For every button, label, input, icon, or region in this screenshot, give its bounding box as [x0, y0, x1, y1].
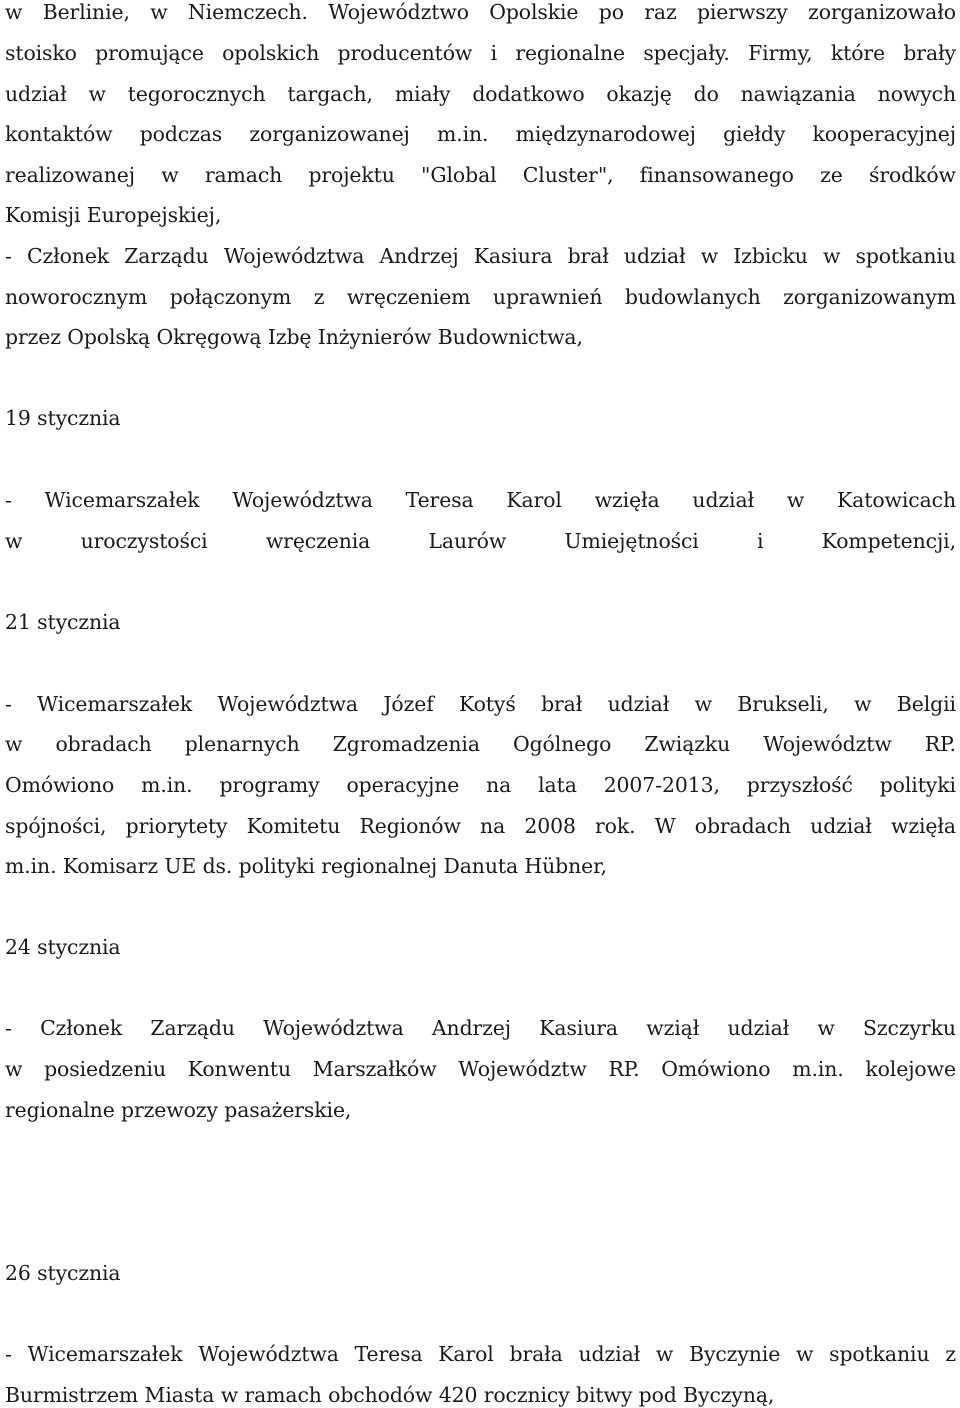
word: Niemczech. [187, 0, 308, 24]
word: RP. [924, 732, 956, 756]
word: realizowanej [5, 163, 135, 187]
word: RP. [608, 1057, 640, 1081]
word: wzięła [891, 814, 956, 838]
word: Województwa [232, 488, 373, 512]
text-line [5, 122, 956, 146]
text-line [5, 41, 956, 65]
word: w [88, 82, 106, 106]
word: w [795, 1342, 814, 1366]
text-line [5, 732, 956, 756]
word: Członek [26, 244, 110, 268]
word: Województwa [263, 1016, 404, 1040]
word: Andrzej [379, 244, 459, 268]
word: Kasiura [473, 244, 553, 268]
word: Województw [458, 1057, 587, 1081]
word: wziął [646, 1016, 700, 1040]
word: pierwszy [696, 0, 788, 24]
word: Belgii [896, 692, 956, 716]
text-line [5, 285, 956, 309]
word: posiedzeniu [44, 1057, 167, 1081]
word: dodatkowo [472, 82, 585, 106]
word: Ogólnego [512, 732, 612, 756]
word: okazję [606, 82, 672, 106]
word: Członek [40, 1016, 123, 1040]
word: W [654, 814, 676, 838]
word: zorganizowanej [249, 122, 410, 146]
word: Wicemarszałek [44, 488, 200, 512]
word: Regionów [359, 814, 461, 838]
word: - [5, 244, 12, 268]
word: udział [623, 244, 686, 268]
word: priorytety [125, 814, 228, 838]
text-line: Burmistrzem Miasta w ramach obchodów 420 rocznicy bitwy pod Byczyną, [5, 1383, 775, 1407]
word: brał [541, 692, 583, 716]
word: Teresa [354, 1342, 423, 1366]
word: udział [5, 82, 67, 106]
word: Wicemarszałek [27, 1342, 183, 1366]
text-line [5, 529, 956, 553]
word: operacyjne [346, 773, 460, 797]
text-line: przez Opolską Okręgową Izbę Inżynierów Budownictwa, [5, 325, 583, 349]
word: Wicemarszałek [37, 692, 193, 716]
word: wzięła [594, 488, 660, 512]
word: udział [727, 1016, 790, 1040]
text-line: 21 stycznia [5, 610, 121, 634]
word: z [945, 1342, 956, 1366]
word: Omówiono [5, 773, 115, 797]
word: Firmy, [748, 41, 813, 65]
word: brały [903, 41, 956, 65]
text-line: m.in. Komisarz UE ds. polityki regionalnej Danuta Hübner, [5, 854, 607, 878]
word: promujące [95, 41, 204, 65]
word: stoisko [5, 41, 77, 65]
word: Województwa [198, 1342, 339, 1366]
word: przyszłość [746, 773, 853, 797]
word: Katowicach [837, 488, 956, 512]
text-line [5, 692, 956, 716]
word: giełdy [723, 122, 786, 146]
word: - [5, 1016, 12, 1040]
word: rok. [595, 814, 636, 838]
word: Marszałków [312, 1057, 437, 1081]
word: spotkaniu [829, 1342, 930, 1366]
word: budowlanych [624, 285, 761, 309]
word: kontaktów [5, 122, 113, 146]
word: plenarnych [184, 732, 300, 756]
word: Andrzej [431, 1016, 511, 1040]
word: do [693, 82, 719, 106]
word: w [5, 0, 23, 24]
text-line [5, 82, 956, 106]
word: kooperacyjnej [812, 122, 956, 146]
word: Zarządu [150, 1016, 235, 1040]
word: w [854, 692, 872, 716]
word: Kotyś [459, 692, 516, 716]
word: Komitetu [246, 814, 341, 838]
word: m.in. [141, 773, 193, 797]
word: które [830, 41, 886, 65]
word: tegorocznych [127, 82, 266, 106]
text-line [5, 1057, 956, 1081]
word: uprawnień [492, 285, 603, 309]
word: "Global [421, 163, 497, 187]
text-line [5, 488, 956, 512]
word: w [5, 1057, 23, 1081]
word: w [700, 244, 719, 268]
word: Izbicku [733, 244, 808, 268]
word: w [5, 732, 23, 756]
word: targach, [287, 82, 373, 106]
word: udział [810, 814, 872, 838]
word: w [5, 529, 23, 553]
word: Karol [506, 488, 562, 512]
word: udział [578, 1342, 641, 1366]
text-line [5, 773, 956, 797]
word: podczas [139, 122, 223, 146]
word: zorganizowało [808, 0, 956, 24]
word: i [756, 529, 764, 553]
word: opolskich [222, 41, 320, 65]
word: i [490, 41, 497, 65]
text-line: Komisji Europejskiej, [5, 203, 222, 227]
word: brała [509, 1342, 563, 1366]
word: nawiązania [740, 82, 856, 106]
word: w [817, 1016, 835, 1040]
word: po [598, 0, 624, 24]
word: Związku [644, 732, 731, 756]
word: Józef [383, 692, 434, 716]
text-line: 24 stycznia [5, 935, 121, 959]
word: producentów [337, 41, 473, 65]
word: w [161, 163, 179, 187]
word: polityki [879, 773, 956, 797]
word: Województw [763, 732, 892, 756]
word: Karol [438, 1342, 494, 1366]
word: specjały. [643, 41, 730, 65]
word: Byczynie [689, 1342, 781, 1366]
word: nowych [877, 82, 956, 106]
word: w [786, 488, 805, 512]
word: 2007-2013, [603, 773, 720, 797]
word: Województwa [217, 692, 358, 716]
word: kolejowe [865, 1057, 956, 1081]
word: ramach [204, 163, 283, 187]
word: udział [692, 488, 755, 512]
word: obradach [694, 814, 791, 838]
word: ze [820, 163, 843, 187]
word: obradach [55, 732, 152, 756]
text-line [5, 1016, 956, 1040]
word: Kompetencji, [821, 529, 956, 553]
word: spójności, [5, 814, 107, 838]
text-line: 19 stycznia [5, 406, 121, 430]
word: Opolskie [489, 0, 579, 24]
word: Województwo [328, 0, 469, 24]
word: Umiejętności [564, 529, 699, 553]
word: Konwentu [187, 1057, 292, 1081]
word: z [313, 285, 325, 309]
word: Cluster", [522, 163, 614, 187]
word: Zgromadzenia [332, 732, 480, 756]
word: programy [219, 773, 320, 797]
word: Województwa [223, 244, 365, 268]
word: środków [868, 163, 956, 187]
word: spotkaniu [855, 244, 956, 268]
word: projektu [308, 163, 395, 187]
word: Omówiono [661, 1057, 771, 1081]
word: w [822, 244, 841, 268]
word: lata [538, 773, 577, 797]
text-line [5, 1342, 956, 1366]
word: - [5, 488, 12, 512]
word: wręczenia [265, 529, 371, 553]
text-line [5, 163, 956, 187]
word: na [486, 773, 512, 797]
word: regionalne [515, 41, 625, 65]
text-line [5, 814, 956, 838]
word: udział [607, 692, 670, 716]
word: połączonym [169, 285, 292, 309]
text-line: regionalne przewozy pasażerskie, [5, 1098, 352, 1122]
word: uroczystości [80, 529, 208, 553]
word: - [5, 692, 12, 716]
word: Szczyrku [863, 1016, 956, 1040]
word: w [655, 1342, 674, 1366]
word: m.in. [792, 1057, 844, 1081]
word: w [150, 0, 168, 24]
word: na [480, 814, 506, 838]
word: Teresa [405, 488, 474, 512]
text-line: 26 stycznia [5, 1261, 121, 1285]
word: międzynarodowej [515, 122, 696, 146]
word: Kasiura [539, 1016, 618, 1040]
word: w [694, 692, 712, 716]
word: Berlinie, [42, 0, 130, 24]
word: 2008 [524, 814, 576, 838]
text-line [5, 244, 956, 268]
word: miały [394, 82, 451, 106]
word: wręczeniem [346, 285, 471, 309]
word: m.in. [436, 122, 489, 146]
word: Brukseli, [737, 692, 829, 716]
word: brał [567, 244, 609, 268]
text-line [5, 0, 956, 24]
word: zorganizowanym [783, 285, 956, 309]
word: noworocznym [5, 285, 148, 309]
word: finansowanego [639, 163, 794, 187]
word: - [5, 1342, 12, 1366]
word: Zarządu [124, 244, 209, 268]
word: Laurów [428, 529, 507, 553]
word: raz [644, 0, 677, 24]
